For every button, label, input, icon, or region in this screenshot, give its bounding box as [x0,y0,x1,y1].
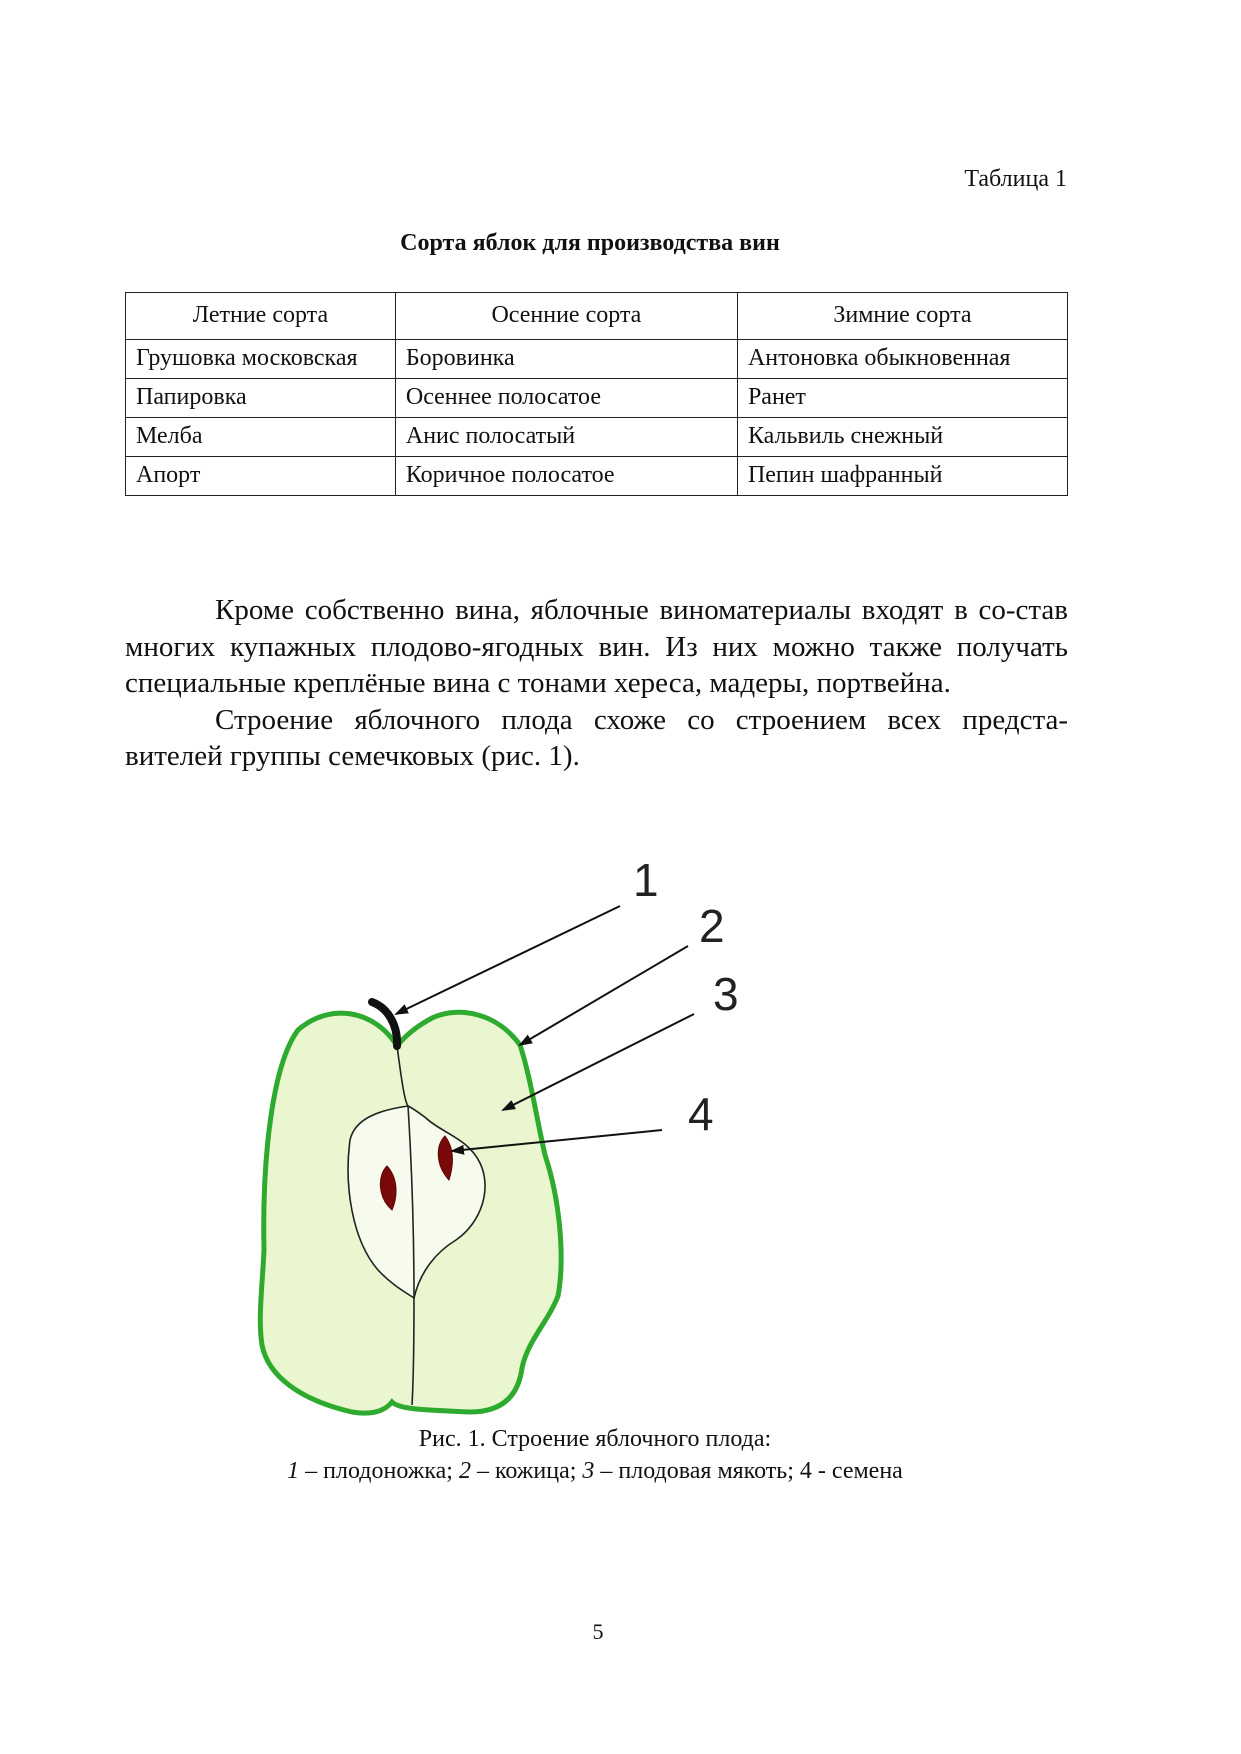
table-cell: Апорт [126,457,396,496]
caption-text-2: – кожица; [470,1458,583,1484]
caption-num-1: 1 [287,1458,300,1484]
label-3: 3 [713,968,739,1020]
arrow-1 [396,906,620,1014]
table-cell: Ранет [737,379,1067,418]
paragraph: Кроме собственно вина, яблочные виноматериалы входят в со-став многих купажных плодово-ягодных вин. Из них можно также получать специальные креплёные вина с тонами хереса, мадеры, портвейна. [125,594,1068,699]
caption-num-2: 2 [458,1458,471,1484]
table-cell: Боровинка [395,340,737,379]
caption-num-3: 3 [582,1458,595,1484]
table-number-label: Таблица 1 [964,166,1067,192]
label-4: 4 [688,1088,714,1140]
column-header-winter: Зимние сорта [737,293,1067,340]
figure-caption [0,1423,1190,1487]
page-number: 5 [592,1619,604,1644]
table-cell: Кальвиль снежный [737,418,1067,457]
table-cell: Осеннее полосатое [395,379,737,418]
paragraph: Строение яблочного плода схоже со строением всех предста-вителей группы семечковых (рис. 1). [125,703,1068,772]
label-1: 1 [633,854,659,906]
caption-text-1: – плодоножка; [299,1458,459,1484]
caption-title: Рис. 1. Строение яблочного плода: [418,1426,772,1452]
caption-legend [0,1455,1190,1487]
column-header-summer: Летние сорта [126,293,396,340]
caption-text-3: – плодовая мякоть; 4 - семена [594,1458,903,1484]
table-cell: Папировка [126,379,396,418]
column-header-autumn: Осенние сорта [395,293,737,340]
table-cell: Анис полосатый [395,418,737,457]
table-cell: Коричное полосатое [395,457,737,496]
table-cell: Грушовка московская [126,340,396,379]
table-cell: Пепин шафранный [737,457,1067,496]
label-2: 2 [699,900,725,952]
table-cell: Мелба [126,418,396,457]
table-title: Сорта яблок для производства вин [400,230,780,256]
arrow-3 [503,1014,694,1110]
table-cell: Антоновка обыкновенная [737,340,1067,379]
